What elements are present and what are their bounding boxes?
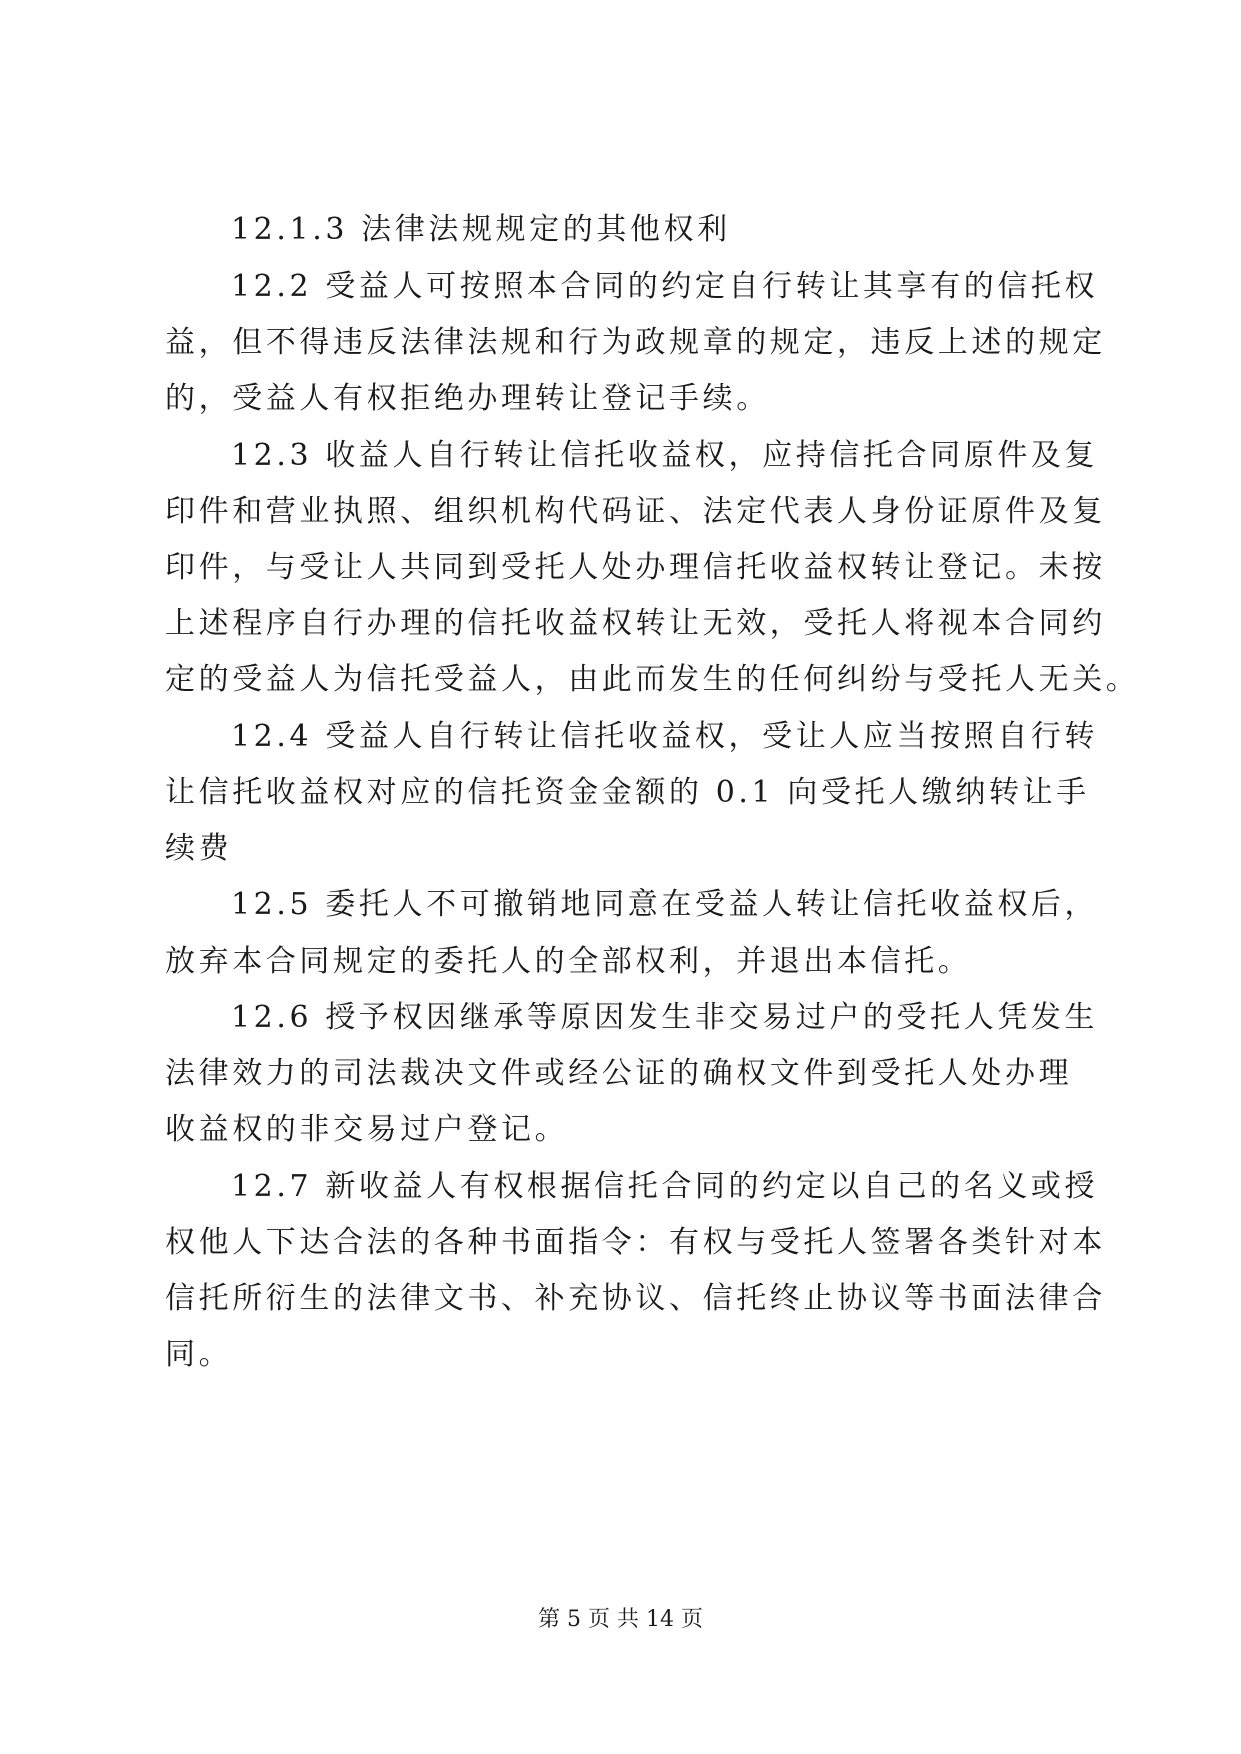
clause-12-3-line-2: 印件和营业执照、组织机构代码证、法定代表人身份证原件及复 — [165, 494, 1106, 529]
clause-12-1-3: 12.1.3 法律法规规定的其他权利 — [231, 212, 731, 247]
clause-12-5-line-1: 12.5 委托人不可撤销地同意在受益人转让信托收益权后， — [231, 887, 1099, 922]
page-number-footer: 第 5 页 共 14 页 — [538, 1607, 703, 1632]
clause-12-2-line-2: 益，但不得违反法律法规和行为政规章的规定，违反上述的规定 — [165, 325, 1106, 360]
clause-12-2-line-1: 12.2 受益人可按照本合同的约定自行转让其享有的信托权 — [231, 269, 1099, 304]
clause-12-2-line-3: 的，受益人有权拒绝办理转让登记手续。 — [165, 381, 770, 416]
clause-12-7-line-4: 同。 — [165, 1337, 233, 1372]
clause-12-7-line-1: 12.7 新收益人有权根据信托合同的约定以自己的名义或授 — [231, 1169, 1099, 1204]
clause-12-4-line-1: 12.4 受益人自行转让信托收益权，受让人应当按照自行转 — [231, 719, 1099, 754]
clause-12-4-line-3: 续费 — [165, 831, 233, 866]
clause-12-5-line-2: 放弃本合同规定的委托人的全部权利，并退出本信托。 — [165, 944, 972, 979]
clause-12-3-line-5: 定的受益人为信托受益人，由此而发生的任何纠纷与受托人无关。 — [165, 662, 1140, 697]
clause-12-4-line-2: 让信托收益权对应的信托资金金额的 0.1 向受托人缴纳转让手 — [165, 775, 1090, 810]
clause-12-3-line-4: 上述程序自行办理的信托收益权转让无效，受托人将视本合同约 — [165, 606, 1106, 641]
clause-12-6-line-3: 收益权的非交易过户登记。 — [165, 1112, 569, 1147]
clause-12-6-line-2: 法律效力的司法裁决文件或经公证的确权文件到受托人处办理 — [165, 1056, 1073, 1091]
clause-12-3-line-3: 印件，与受让人共同到受托人处办理信托收益权转让登记。未按 — [165, 550, 1106, 585]
clause-12-7-line-2: 权他人下达合法的各种书面指令：有权与受托人签署各类针对本 — [165, 1225, 1106, 1260]
clause-12-3-line-1: 12.3 收益人自行转让信托收益权，应持信托合同原件及复 — [231, 438, 1099, 473]
clause-12-7-line-3: 信托所衍生的法律文书、补充协议、信托终止协议等书面法律合 — [165, 1281, 1106, 1316]
clause-12-6-line-1: 12.6 授予权因继承等原因发生非交易过户的受托人凭发生 — [231, 1000, 1099, 1035]
